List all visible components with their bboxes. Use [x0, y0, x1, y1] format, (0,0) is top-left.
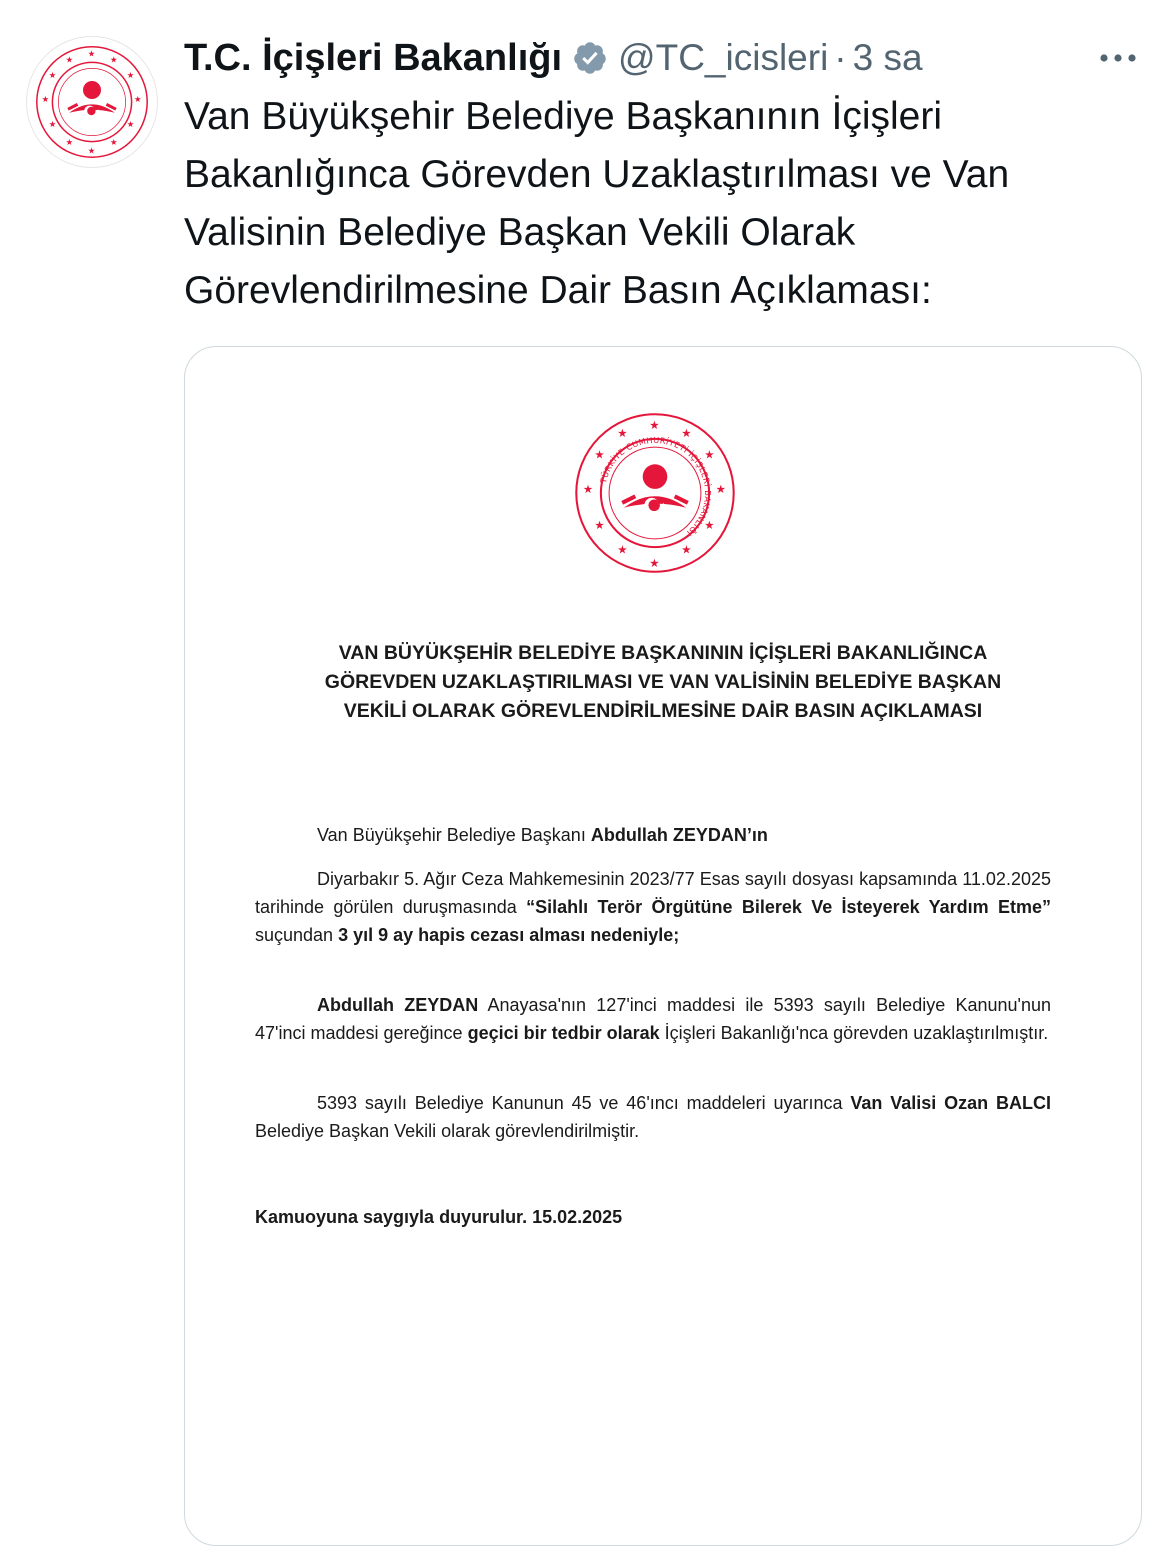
svg-text:★: ★ [594, 518, 605, 533]
svg-text:★: ★ [134, 94, 142, 104]
tweet-header [184, 30, 1142, 86]
svg-text:★: ★ [48, 119, 57, 130]
svg-text:★: ★ [594, 447, 605, 462]
svg-text:★: ★ [41, 94, 50, 104]
paragraph-text: İçişleri Bakanlığı'nca görevden uzaklaştırılmıştır. [659, 1023, 1049, 1043]
document-title-line: VEKİLİ OLARAK GÖREVLENDİRİLMESİNE DAİR BASIN AÇIKLAMASI [343, 700, 983, 722]
paragraph-text: Belediye Başkan Vekili olarak görevlendirilmiştir. [255, 1121, 640, 1141]
svg-text:★: ★ [617, 426, 628, 441]
document-paragraph-4 [255, 1089, 1051, 1145]
more-horizontal-icon[interactable] [1094, 38, 1142, 78]
paragraph-text: Van Büyükşehir Belediye Başkanı [317, 825, 591, 845]
svg-text:★: ★ [126, 119, 135, 130]
tweet-media-image[interactable] [184, 346, 1142, 1546]
separator-dot: · [834, 37, 847, 78]
verified-badge-icon[interactable] [572, 40, 608, 76]
closing-text: Kamuoyuna saygıyla duyurulur. 15.02.2025 [255, 1207, 623, 1227]
tweet-timestamp[interactable]: 3 sa [852, 37, 923, 78]
svg-text:★: ★ [715, 482, 726, 496]
document-paragraph-3 [255, 991, 1051, 1047]
svg-text:★: ★ [659, 500, 668, 511]
svg-text:★: ★ [65, 137, 74, 148]
svg-text:★: ★ [65, 54, 74, 65]
svg-text:★: ★ [110, 54, 118, 65]
svg-text:★: ★ [681, 426, 692, 441]
svg-text:★: ★ [704, 447, 715, 462]
paragraph-bold-text: “Silahlı Terör Örgütüne Bilerek Ve İsteyerek Yardım Etme” [526, 897, 1051, 917]
paragraph-text: Anayasa'nın 127'inci maddesi ile 5393 sayılı Belediye Kanunu'nun 47'inci maddesi gereğince [255, 995, 1051, 1043]
display-name[interactable]: T.C. İçişleri Bakanlığı [184, 36, 563, 79]
document-title-line: GÖREVDEN UZAKLAŞTIRILMASI VE VAN VALİSİNİN BELEDİYE BAŞKAN [324, 671, 1002, 693]
paragraph-bold-text: Van Valisi Ozan BALCI [850, 1093, 1051, 1113]
document-title [245, 639, 1081, 726]
svg-text:★: ★ [704, 518, 715, 533]
svg-text:★: ★ [617, 542, 628, 557]
ministry-seal-logo [573, 411, 737, 575]
svg-text:★: ★ [126, 70, 135, 80]
seal-ring-text: TÜRKİYE CUMHURİYETİ İÇİŞLERİ BAKANLIĞI [598, 434, 714, 539]
svg-text:★: ★ [681, 542, 692, 557]
paragraph-bold-text: Abdullah ZEYDAN’ın [590, 825, 768, 845]
svg-text:★: ★ [87, 48, 96, 59]
paragraph-bold-text: 3 yıl 9 ay hapis cezası alması nedeniyle; [338, 925, 680, 945]
paragraph-bold-text: Abdullah ZEYDAN [317, 995, 479, 1015]
paragraph-text: 5393 sayılı Belediye Kanunun 45 ve 46'ıncı maddeleri uyarınca [317, 1093, 851, 1113]
document-paragraph-2 [255, 865, 1051, 949]
svg-text:★: ★ [649, 418, 660, 433]
user-handle[interactable]: @TC_icisleri [618, 37, 829, 78]
svg-text:★: ★ [48, 70, 57, 80]
document-paragraph-1 [255, 821, 1051, 849]
paragraph-bold-text: geçici bir tedbir olarak [467, 1023, 660, 1043]
svg-text:★: ★ [95, 108, 101, 116]
document-closing [255, 1203, 1051, 1231]
paragraph-text: Diyarbakır 5. Ağır Ceza Mahkemesinin 2023/77 Esas sayılı dosyası kapsamında 11.02.2025 tarihinde görülen duruşmasında [255, 869, 1051, 917]
ministry-seal-logo [32, 42, 152, 162]
document-title-line: VAN BÜYÜKŞEHİR BELEDİYE BAŞKANININ İÇİŞLERİ BAKANLIĞINCA [338, 642, 988, 664]
tweet-text: Van Büyükşehir Belediye Başkanının İçişleri Bakanlığınca Görevden Uzaklaştırılması ve Van Valisinin Belediye Başkan Vekili Olarak Görevlendirilmesine Dair Basın Açıklaması: [184, 95, 1010, 312]
paragraph-text: suçundan [255, 925, 339, 945]
svg-text:★: ★ [87, 145, 96, 156]
svg-text:★: ★ [110, 137, 118, 148]
avatar[interactable] [26, 36, 158, 168]
svg-text:★: ★ [582, 482, 594, 496]
svg-text:★: ★ [649, 555, 660, 570]
